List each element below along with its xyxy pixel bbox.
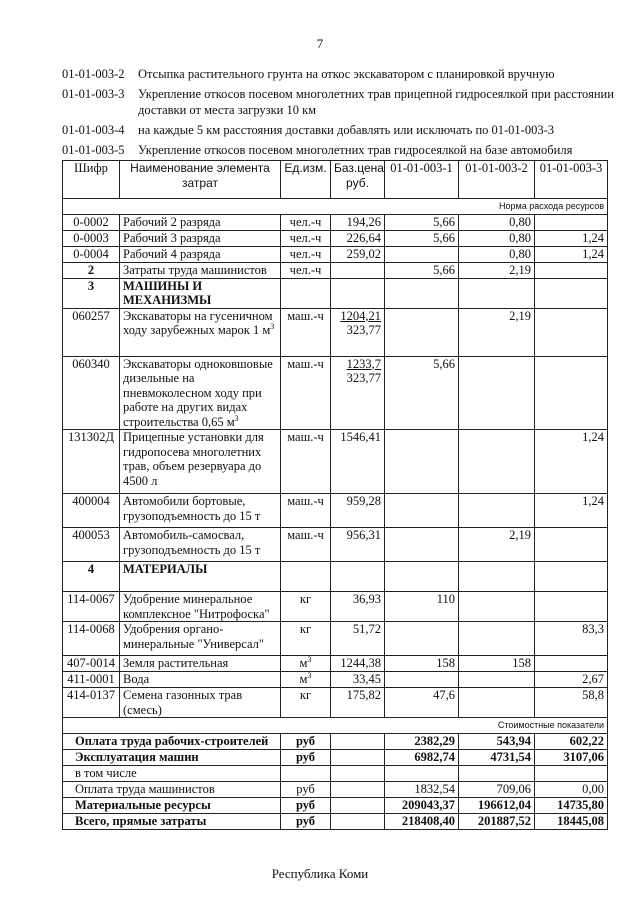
row-name bbox=[120, 430, 281, 494]
row-col-1 bbox=[385, 308, 459, 356]
row-name bbox=[120, 672, 281, 688]
table-row bbox=[63, 278, 608, 308]
row-price bbox=[331, 308, 385, 356]
row-code: 114-0068 bbox=[63, 622, 120, 656]
row-code: 060340 bbox=[63, 356, 120, 430]
row-name-text: Семена газонных трав (смесь) bbox=[123, 688, 243, 717]
superscript: 3 bbox=[307, 654, 312, 664]
row-price-primary: 1204,21 bbox=[340, 308, 381, 323]
row-col-1 bbox=[385, 562, 459, 592]
totals-col-2: 201887,52 bbox=[459, 813, 535, 829]
row-name-text: Автомобиль-самосвал, грузоподъемность до 15 т bbox=[123, 528, 261, 557]
row-price bbox=[331, 262, 385, 278]
row-code: 114-0067 bbox=[63, 592, 120, 622]
row-price bbox=[331, 278, 385, 308]
row-price: 259,02 bbox=[331, 246, 385, 262]
table-row bbox=[63, 308, 608, 356]
row-col-3 bbox=[535, 562, 608, 592]
totals-label: Материальные ресурсы bbox=[63, 797, 281, 813]
totals-row bbox=[63, 813, 608, 829]
table-row bbox=[63, 246, 608, 262]
row-name bbox=[120, 494, 281, 528]
definition-item bbox=[62, 66, 622, 82]
row-code: 3 bbox=[63, 278, 120, 308]
definition-text: Отсыпка растительного грунта на откос экскаватором с планировкой вручную bbox=[138, 67, 555, 81]
resource-table bbox=[62, 160, 608, 830]
definitions-list bbox=[62, 66, 622, 162]
totals-row bbox=[63, 733, 608, 749]
row-price-secondary: 323,77 bbox=[346, 371, 381, 385]
row-name-text: Вода bbox=[123, 672, 150, 686]
resource-rows bbox=[63, 214, 608, 718]
table-row bbox=[63, 230, 608, 246]
table-row bbox=[63, 430, 608, 494]
row-unit bbox=[281, 278, 331, 308]
table-row bbox=[63, 592, 608, 622]
header-code: Шифр bbox=[63, 161, 120, 199]
row-unit bbox=[281, 562, 331, 592]
totals-blank bbox=[331, 797, 385, 813]
row-col-1: 47,6 bbox=[385, 688, 459, 718]
row-price-primary: 1233,7 bbox=[346, 356, 381, 371]
row-col-2: 2,19 bbox=[459, 528, 535, 562]
table-row bbox=[63, 622, 608, 656]
totals-col-3: 0,00 bbox=[535, 781, 608, 797]
row-col-2 bbox=[459, 356, 535, 430]
row-unit-text: м bbox=[299, 656, 308, 670]
row-col-3: 58,8 bbox=[535, 688, 608, 718]
totals-blank bbox=[331, 813, 385, 829]
header-price: Баз.цена руб. bbox=[331, 161, 385, 199]
row-col-2: 2,19 bbox=[459, 262, 535, 278]
row-col-3 bbox=[535, 214, 608, 230]
row-col-3 bbox=[535, 262, 608, 278]
row-code: 060257 bbox=[63, 308, 120, 356]
row-price: 959,28 bbox=[331, 494, 385, 528]
band-cost-label: Стоимостные показатели bbox=[63, 718, 608, 734]
row-col-3 bbox=[535, 278, 608, 308]
totals-blank bbox=[331, 749, 385, 765]
superscript: 3 bbox=[270, 321, 275, 331]
row-col-2 bbox=[459, 562, 535, 592]
totals-blank bbox=[331, 781, 385, 797]
row-code: 400053 bbox=[63, 528, 120, 562]
definition-item bbox=[62, 86, 622, 118]
row-col-3 bbox=[535, 656, 608, 672]
row-unit: кг bbox=[281, 688, 331, 718]
row-name bbox=[120, 214, 281, 230]
row-unit bbox=[281, 672, 331, 688]
totals-col-3: 602,22 bbox=[535, 733, 608, 749]
row-col-2 bbox=[459, 688, 535, 718]
row-unit: чел.-ч bbox=[281, 262, 331, 278]
row-name-text: Автомобили бортовые, грузоподъемность до 15 т bbox=[123, 494, 261, 523]
totals-unit bbox=[281, 765, 331, 781]
row-col-1 bbox=[385, 672, 459, 688]
table-row bbox=[63, 214, 608, 230]
row-name bbox=[120, 230, 281, 246]
page-number: 7 bbox=[316, 36, 324, 51]
totals-col-3: 18445,08 bbox=[535, 813, 608, 829]
totals-blank bbox=[331, 765, 385, 781]
row-col-1: 5,66 bbox=[385, 230, 459, 246]
definition-code: 01-01-003-4 bbox=[62, 123, 125, 137]
header-name: Наименование элемента затрат bbox=[120, 161, 281, 199]
row-code: 400004 bbox=[63, 494, 120, 528]
row-unit: чел.-ч bbox=[281, 214, 331, 230]
row-col-3: 83,3 bbox=[535, 622, 608, 656]
row-code: 411-0001 bbox=[63, 672, 120, 688]
row-col-1: 110 bbox=[385, 592, 459, 622]
totals-col-1: 2382,29 bbox=[385, 733, 459, 749]
totals-label: Эксплуатация машин bbox=[63, 749, 281, 765]
row-col-1: 158 bbox=[385, 656, 459, 672]
row-unit: маш.-ч bbox=[281, 430, 331, 494]
totals-unit: руб bbox=[281, 749, 331, 765]
table-header bbox=[63, 161, 608, 199]
totals-unit: руб bbox=[281, 797, 331, 813]
row-price: 956,31 bbox=[331, 528, 385, 562]
row-price bbox=[331, 356, 385, 430]
totals-col-1: 209043,37 bbox=[385, 797, 459, 813]
row-name bbox=[120, 688, 281, 718]
row-price: 194,26 bbox=[331, 214, 385, 230]
row-col-3: 2,67 bbox=[535, 672, 608, 688]
row-name bbox=[120, 656, 281, 672]
row-price: 1244,38 bbox=[331, 656, 385, 672]
superscript: 3 bbox=[307, 670, 312, 680]
totals-col-2 bbox=[459, 765, 535, 781]
row-col-1 bbox=[385, 246, 459, 262]
totals-label: Оплата труда машинистов bbox=[63, 781, 281, 797]
row-col-2: 0,80 bbox=[459, 230, 535, 246]
row-unit-text: м bbox=[299, 672, 308, 686]
row-col-2 bbox=[459, 494, 535, 528]
totals-col-2: 709,06 bbox=[459, 781, 535, 797]
row-price: 1546,41 bbox=[331, 430, 385, 494]
row-col-1 bbox=[385, 494, 459, 528]
row-unit: маш.-ч bbox=[281, 528, 331, 562]
row-col-2: 0,80 bbox=[459, 246, 535, 262]
row-code: 0-0002 bbox=[63, 214, 120, 230]
band-norm bbox=[63, 199, 608, 215]
totals-rows bbox=[63, 733, 608, 829]
row-name bbox=[120, 278, 281, 308]
totals-col-1: 1832,54 bbox=[385, 781, 459, 797]
totals-label: Оплата труда рабочих-строителей bbox=[63, 733, 281, 749]
band-cost bbox=[63, 718, 608, 734]
row-col-3 bbox=[535, 308, 608, 356]
definition-item bbox=[62, 142, 622, 158]
table-row bbox=[63, 528, 608, 562]
table-row bbox=[63, 494, 608, 528]
row-name-text: Рабочий 4 разряда bbox=[123, 246, 221, 261]
row-unit: чел.-ч bbox=[281, 230, 331, 246]
row-col-3 bbox=[535, 592, 608, 622]
totals-blank bbox=[331, 733, 385, 749]
row-name bbox=[120, 356, 281, 430]
header-col-1: 01-01-003-1 bbox=[385, 161, 459, 199]
row-name-text: Прицепные установки для гидропосева многолетних трав, объем резервуара до 4500 л bbox=[123, 430, 264, 488]
row-unit: кг bbox=[281, 622, 331, 656]
row-col-2 bbox=[459, 278, 535, 308]
table-row bbox=[63, 562, 608, 592]
row-code: 4 bbox=[63, 562, 120, 592]
row-unit bbox=[281, 656, 331, 672]
row-name bbox=[120, 562, 281, 592]
row-price: 175,82 bbox=[331, 688, 385, 718]
row-col-2: 2,19 bbox=[459, 308, 535, 356]
totals-col-2: 4731,54 bbox=[459, 749, 535, 765]
definition-text: на каждые 5 км расстояния доставки добавлять или исключать по 01-01-003-3 bbox=[138, 123, 555, 137]
row-col-3 bbox=[535, 528, 608, 562]
table-row bbox=[63, 262, 608, 278]
row-name-text: МАТЕРИАЛЫ bbox=[123, 562, 208, 576]
table-row bbox=[63, 672, 608, 688]
definition-text: Укрепление откосов посевом многолетних трав гидросеялкой на базе автомобиля bbox=[138, 143, 573, 157]
page-footer: Республика Коми bbox=[271, 866, 369, 881]
row-unit: кг bbox=[281, 592, 331, 622]
row-col-1 bbox=[385, 528, 459, 562]
row-name-text: Экскаваторы на гусеничном ходу зарубежных марок 1 м bbox=[123, 308, 273, 337]
row-col-1: 5,66 bbox=[385, 356, 459, 430]
row-name-text: Рабочий 2 разряда bbox=[123, 214, 221, 229]
row-code: 2 bbox=[63, 262, 120, 278]
row-name bbox=[120, 246, 281, 262]
row-name bbox=[120, 622, 281, 656]
row-name bbox=[120, 262, 281, 278]
totals-col-3: 14735,80 bbox=[535, 797, 608, 813]
row-col-1 bbox=[385, 430, 459, 494]
totals-col-2: 543,94 bbox=[459, 733, 535, 749]
definition-item bbox=[62, 122, 622, 138]
row-col-2 bbox=[459, 592, 535, 622]
totals-unit: руб bbox=[281, 813, 331, 829]
band-norm-label: Норма расхода ресурсов bbox=[63, 199, 608, 215]
definition-code: 01-01-003-3 bbox=[62, 87, 125, 101]
header-col-2: 01-01-003-2 bbox=[459, 161, 535, 199]
totals-unit: руб bbox=[281, 733, 331, 749]
definition-text: Укрепление откосов посевом многолетних трав прицепной гидросеялкой при расстоянии доставки от места загрузки 10 км bbox=[138, 87, 614, 117]
row-price: 33,45 bbox=[331, 672, 385, 688]
row-name bbox=[120, 528, 281, 562]
row-col-2: 0,80 bbox=[459, 214, 535, 230]
row-name bbox=[120, 592, 281, 622]
totals-col-1: 218408,40 bbox=[385, 813, 459, 829]
totals-label: Всего, прямые затраты bbox=[63, 813, 281, 829]
row-unit: маш.-ч bbox=[281, 308, 331, 356]
row-code: 414-0137 bbox=[63, 688, 120, 718]
row-col-2 bbox=[459, 430, 535, 494]
row-col-2 bbox=[459, 672, 535, 688]
row-col-1 bbox=[385, 622, 459, 656]
totals-col-1 bbox=[385, 765, 459, 781]
row-name-text: Удобрение минеральное комплексное "Нитрофоска" bbox=[123, 592, 270, 621]
row-name-text: Затраты труда машинистов bbox=[123, 262, 267, 277]
totals-row bbox=[63, 781, 608, 797]
row-name-text: МАШИНЫ И МЕХАНИЗМЫ bbox=[123, 278, 212, 307]
row-col-3: 1,24 bbox=[535, 230, 608, 246]
row-price: 226,64 bbox=[331, 230, 385, 246]
definition-code: 01-01-003-2 bbox=[62, 67, 125, 81]
table-row bbox=[63, 356, 608, 430]
row-col-3: 1,24 bbox=[535, 494, 608, 528]
row-col-1: 5,66 bbox=[385, 262, 459, 278]
definition-code: 01-01-003-5 bbox=[62, 143, 125, 157]
row-col-2 bbox=[459, 622, 535, 656]
row-name-text: Экскаваторы одноковшовые дизельные на пневмоколесном ходу при работе на других видах строительства 0,65 м bbox=[123, 356, 273, 429]
header-unit: Ед.изм. bbox=[281, 161, 331, 199]
row-price bbox=[331, 562, 385, 592]
totals-unit: руб bbox=[281, 781, 331, 797]
row-code: 407-0014 bbox=[63, 656, 120, 672]
row-code: 0-0003 bbox=[63, 230, 120, 246]
superscript: 3 bbox=[234, 413, 239, 423]
header-col-3: 01-01-003-3 bbox=[535, 161, 608, 199]
row-name-text: Рабочий 3 разряда bbox=[123, 230, 221, 245]
row-col-2: 158 bbox=[459, 656, 535, 672]
row-col-3: 1,24 bbox=[535, 430, 608, 494]
row-code: 0-0004 bbox=[63, 246, 120, 262]
row-name-text: Удобрения органо-минеральные "Универсал" bbox=[123, 622, 265, 651]
totals-col-3 bbox=[535, 765, 608, 781]
totals-col-3: 3107,06 bbox=[535, 749, 608, 765]
row-col-1: 5,66 bbox=[385, 214, 459, 230]
totals-row bbox=[63, 765, 608, 781]
row-col-1 bbox=[385, 278, 459, 308]
row-name-text: Земля растительная bbox=[123, 656, 229, 670]
totals-col-1: 6982,74 bbox=[385, 749, 459, 765]
row-col-3 bbox=[535, 356, 608, 430]
row-price: 36,93 bbox=[331, 592, 385, 622]
row-unit: чел.-ч bbox=[281, 246, 331, 262]
row-price-secondary: 323,77 bbox=[346, 323, 381, 337]
row-price: 51,72 bbox=[331, 622, 385, 656]
table-row bbox=[63, 688, 608, 718]
row-col-3: 1,24 bbox=[535, 246, 608, 262]
totals-row bbox=[63, 749, 608, 765]
row-unit: маш.-ч bbox=[281, 356, 331, 430]
row-code: 131302Д bbox=[63, 430, 120, 494]
totals-label: в том числе bbox=[63, 765, 281, 781]
totals-col-2: 196612,04 bbox=[459, 797, 535, 813]
row-name bbox=[120, 308, 281, 356]
totals-row bbox=[63, 797, 608, 813]
row-unit: маш.-ч bbox=[281, 494, 331, 528]
table-row bbox=[63, 656, 608, 672]
